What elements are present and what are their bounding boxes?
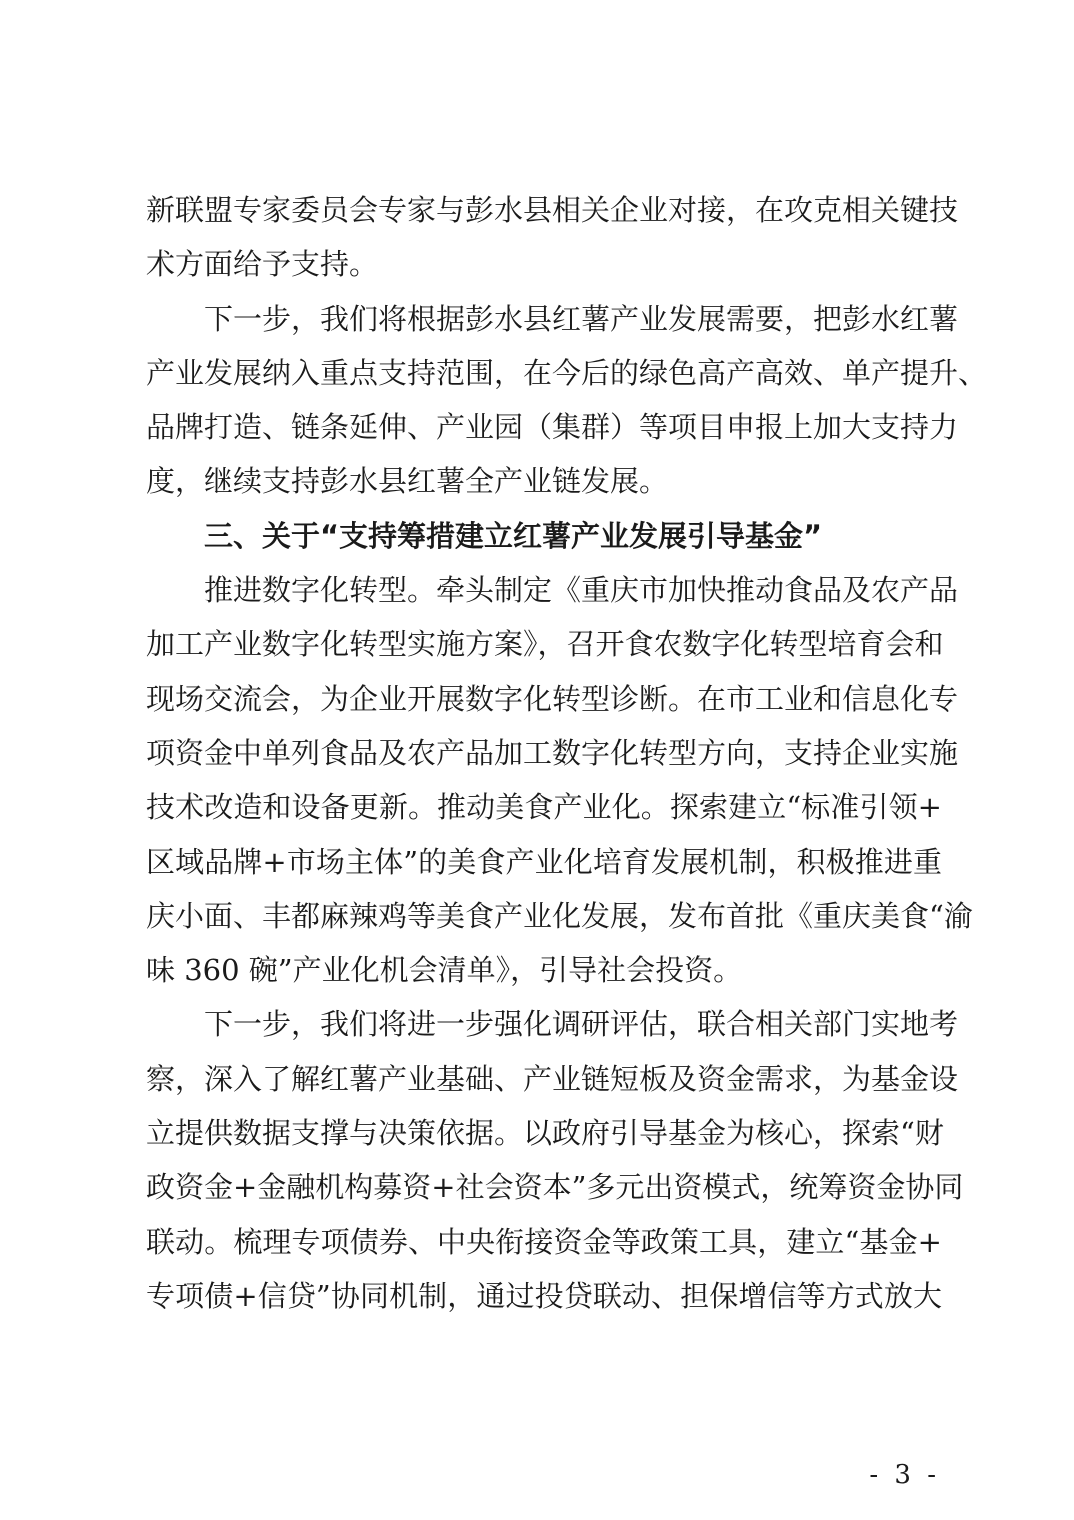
body-line: 味 360 碗”产业化机会清单》，引导社会投资。	[146, 953, 743, 988]
body-line: 下一步，我们将进一步强化调研评估，联合相关部门实地考	[204, 1007, 959, 1042]
body-line: 产业发展纳入重点支持范围，在今后的绿色高产高效、单产提升、	[146, 355, 988, 390]
body-line: 推进数字化转型。牵头制定《重庆市加快推动食品及农产品	[204, 573, 959, 608]
body-line: 加工产业数字化转型实施方案》，召开食农数字化转型培育会和	[146, 627, 944, 662]
body-line: 政资金+金融机构募资+社会资本”多元出资模式，统筹资金协同	[146, 1170, 964, 1205]
body-line: 专项债+信贷”协同机制，通过投贷联动、担保增信等方式放大	[146, 1278, 942, 1313]
body-line: 技术改造和设备更新。推动美食产业化。探索建立“标准引领+	[146, 790, 942, 825]
body-line: 度，继续支持彭水县红薯全产业链发展。	[146, 464, 669, 499]
body-line: 庆小面、丰都麻辣鸡等美食产业化发展，发布首批《重庆美食“渝	[146, 898, 973, 933]
body-line: 品牌打造、链条延伸、产业园（集群）等项目申报上加大支持力	[146, 410, 959, 445]
body-line: 联动。梳理专项债券、中央衔接资金等政策工具，建立“基金+	[146, 1224, 942, 1259]
document-body	[146, 193, 988, 1336]
body-line: 现场交流会，为企业开展数字化转型诊断。在市工业和信息化专	[146, 681, 959, 716]
body-line: 察，深入了解红薯产业基础、产业链短板及资金需求，为基金设	[146, 1061, 959, 1096]
body-line: 立提供数据支撑与决策依据。以政府引导基金为核心，探索“财	[146, 1116, 944, 1151]
body-line: 项资金中单列食品及农产品加工数字化转型方向，支持企业实施	[146, 735, 959, 770]
body-line: 区域品牌+市场主体”的美食产业化培育发展机制，积极推进重	[146, 844, 942, 879]
body-line: 术方面给予支持。	[146, 247, 379, 282]
page-number: - 3 -	[869, 1460, 940, 1490]
body-line: 新联盟专家委员会专家与彭水县相关企业对接，在攻克相关键技	[146, 193, 959, 227]
section-heading: 三、关于“支持筹措建立红薯产业发展引导基金”	[204, 518, 823, 553]
body-line: 下一步，我们将根据彭水县红薯产业发展需要，把彭水红薯	[204, 301, 959, 336]
